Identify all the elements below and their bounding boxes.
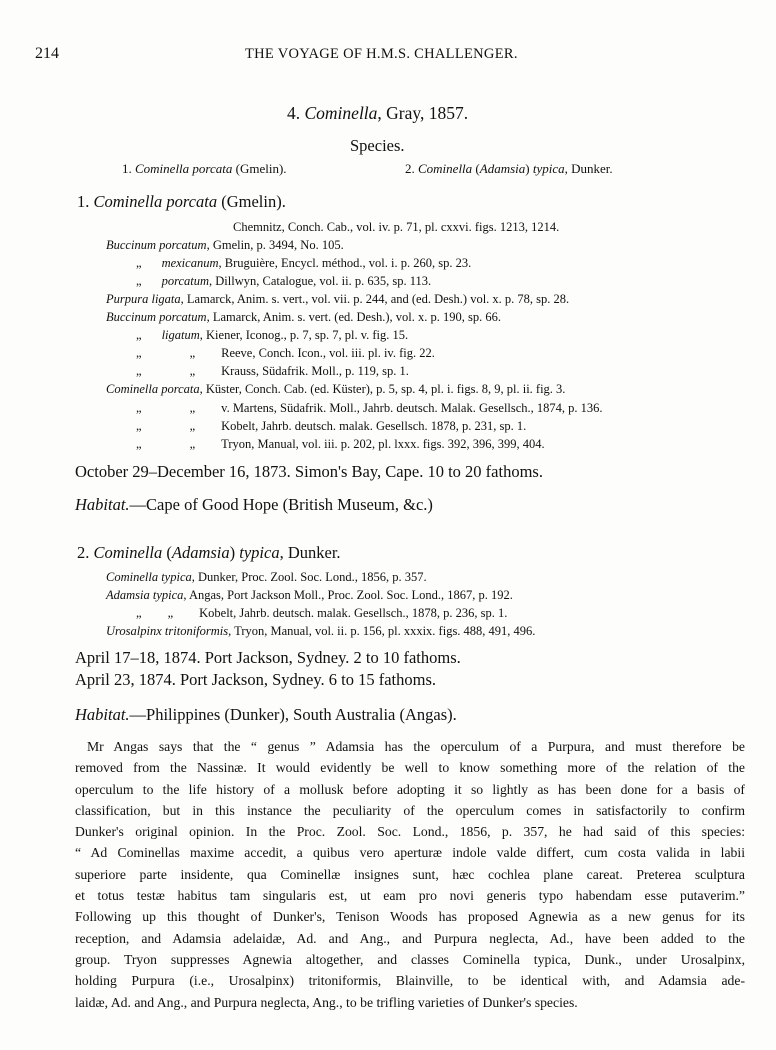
synonym-line: „ „ Tryon, Manual, vol. iii. p. 202, pl. lxxx. figs. 392, 396, 399, 404. xyxy=(136,437,545,451)
synonym-line: „ „ Krauss, Südafrik. Moll., p. 119, sp. 1. xyxy=(136,364,409,378)
paragraph-line: Following up this thought of Dunker's, Tenison Woods has proposed Agnewia as a new genus for its xyxy=(75,909,745,925)
species-label: Species. xyxy=(350,136,405,155)
station-record: April 17–18, 1874. Port Jackson, Sydney. 2 to 10 fathoms. xyxy=(75,648,461,667)
paragraph-line: removed from the Nassinæ. It would evidently be well to know something more of the relation of the xyxy=(75,760,745,776)
synonym-line: Buccinum porcatum, Gmelin, p. 3494, No. 105. xyxy=(106,238,344,252)
synonym-line: Purpura ligata, Lamarck, Anim. s. vert., vol. vii. p. 244, and (ed. Desh.) vol. x. p. 78, sp. 28. xyxy=(106,292,570,306)
station-record: October 29–December 16, 1873. Simon's Bay, Cape. 10 to 20 fathoms. xyxy=(75,462,543,481)
synonym-line: Adamsia typica, Angas, Port Jackson Moll., Proc. Zool. Soc. Lond., 1867, p. 192. xyxy=(106,588,513,602)
body-paragraph xyxy=(75,736,745,1013)
paragraph-line: operculum to the life history of a mollusk before adopting it so lightly as has been done for a basis of xyxy=(75,781,745,797)
synonym-line: „ „ Kobelt, Jahrb. deutsch. malak. Gesellsch., 1878, p. 236, sp. 1. xyxy=(136,606,508,620)
page-number: 214 xyxy=(35,45,59,62)
genus-authority: , Gray, 1857. xyxy=(377,103,469,123)
habitat-line: Habitat.—Philippines (Dunker), South Australia (Angas). xyxy=(75,705,457,724)
species-heading: 2. Cominella (Adamsia) typica, Dunker. xyxy=(77,543,341,562)
paragraph-line: group. Tryon suppresses Agnewia altogether, and classes Cominella typica, Dunk., under Urosalpinx, xyxy=(75,951,745,967)
synonym-line: „ ligatum, Kiener, Iconog., p. 7, sp. 7, pl. v. fig. 15. xyxy=(136,328,409,342)
species-list-item: 1. Cominella porcata (Gmelin). xyxy=(122,161,287,176)
genus-name: Cominella xyxy=(304,103,378,123)
synonym-line: „ mexicanum, Bruguière, Encycl. méthod., vol. i. p. 260, sp. 23. xyxy=(136,256,472,270)
paragraph-line: Dunker's original opinion. In the Proc. Zool. Soc. Lond., 1856, p. 357, he had said of this species: xyxy=(75,824,745,840)
paragraph-line: Mr Angas says that the “ genus ” Adamsia has the operculum of a Purpura, and must therefore be xyxy=(87,739,745,754)
synonym-line: Urosalpinx tritoniformis, Tryon, Manual, vol. ii. p. 156, pl. xxxix. figs. 488, 491, 496. xyxy=(106,624,536,638)
paragraph-line: holding Purpura (i.e., Urosalpinx) tritoniformis, Blainville, to be identical with, and Adamsia ade- xyxy=(75,973,745,989)
genus-heading xyxy=(287,103,468,124)
habitat-line: Habitat.—Cape of Good Hope (British Museum, &c.) xyxy=(75,495,433,514)
synonym-line: „ „ Reeve, Conch. Icon., vol. iii. pl. iv. fig. 22. xyxy=(136,346,435,360)
synonym-line: Cominella porcata, Küster, Conch. Cab. (ed. Küster), p. 5, sp. 4, pl. i. figs. 8, 9, pl. ii. fig. 3. xyxy=(106,382,566,396)
paragraph-line: et totus testæ habitus tam singularis est, ut eam pro novi generis typo habendam esse putaverim.” xyxy=(75,888,745,904)
paragraph-line: “ Ad Cominellas maxime accedit, a quibus vero aperturæ indole valde differt, cum costa valida in labii xyxy=(75,845,745,861)
genus-number: 4. xyxy=(287,103,301,123)
running-title: THE VOYAGE OF H.M.S. CHALLENGER. xyxy=(245,46,518,62)
species-list-item: 2. Cominella (Adamsia) typica, Dunker. xyxy=(405,161,613,176)
synonym-line: „ „ Kobelt, Jahrb. deutsch. malak. Gesellsch. 1878, p. 231, sp. 1. xyxy=(136,419,527,433)
paragraph-line: classification, but in this instance the peculiarity of the operculum comes in satisfactorily to confirm xyxy=(75,802,745,818)
synonym-line: Cominella typica, Dunker, Proc. Zool. Soc. Lond., 1856, p. 357. xyxy=(106,570,427,584)
station-record: April 23, 1874. Port Jackson, Sydney. 6 to 15 fathoms. xyxy=(75,670,436,689)
paragraph-line: superiore parte insidente, qua Cominellæ insignes sunt, hæc cochlea plane careat. Preterea sculptura xyxy=(75,866,745,882)
paragraph-line: laidæ, Ad. and Ang., and Purpura neglecta, Ang., to be trifling varieties of Dunker's species. xyxy=(75,994,578,1010)
synonym-line: „ porcatum, Dillwyn, Catalogue, vol. ii. p. 635, sp. 113. xyxy=(136,274,432,288)
synonym-line: Buccinum porcatum, Lamarck, Anim. s. vert. (ed. Desh.), vol. x. p. 190, sp. 66. xyxy=(106,310,501,324)
paragraph-line: reception, and Adamsia adelaidæ, Ad. and Ang., and Purpura neglecta, Ad., have been added to the xyxy=(75,930,745,946)
species-heading: 1. Cominella porcata (Gmelin). xyxy=(77,192,286,211)
synonym-line: Chemnitz, Conch. Cab., vol. iv. p. 71, pl. cxxvi. figs. 1213, 1214. xyxy=(233,220,560,234)
synonym-line: „ „ v. Martens, Südafrik. Moll., Jahrb. deutsch. Malak. Gesellsch., 1874, p. 136. xyxy=(136,401,603,415)
